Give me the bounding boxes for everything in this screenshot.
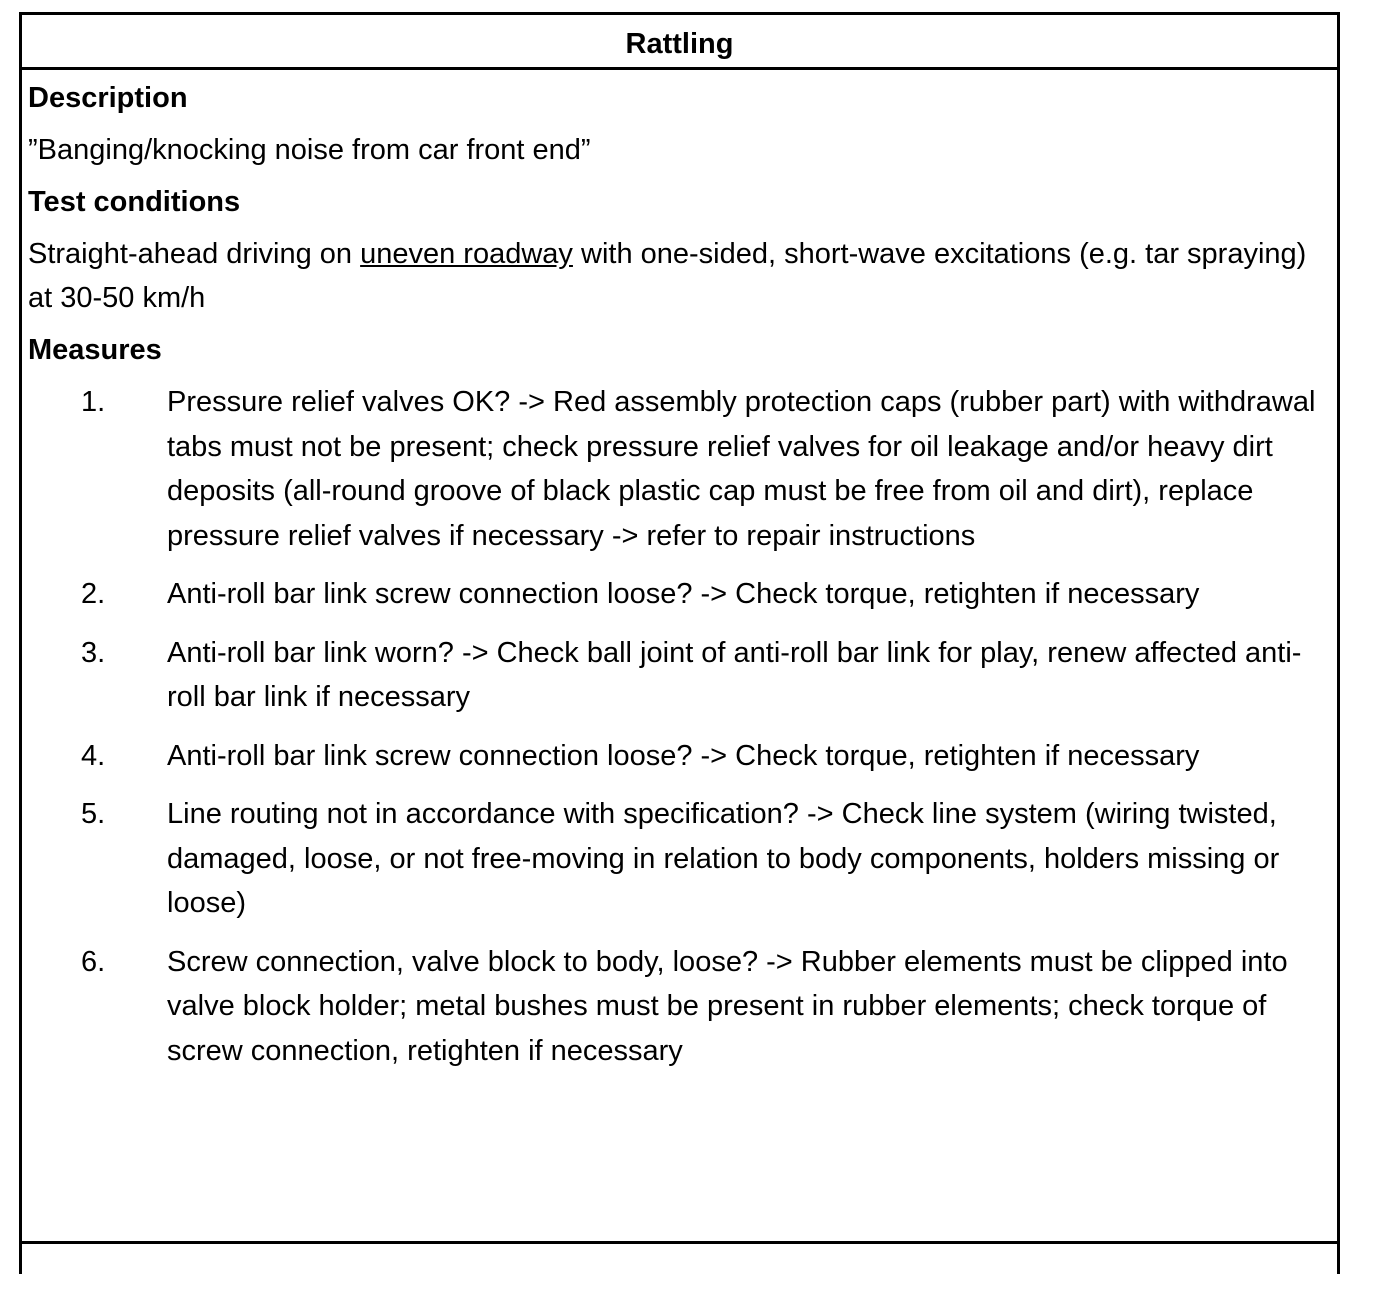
measure-item-2 bbox=[28, 572, 1327, 617]
measure-text: Pressure relief valves OK? -> Red assembly protection caps (rubber part) with withdrawal tabs must not be present; check pressure relief valves for oil leakage and/or heavy dirt deposits (all-round groove of black plastic cap must be free from oil and dirt), replace pressure relief valves if necessary -> refer to repair instructions bbox=[167, 386, 1316, 552]
description-heading: Description bbox=[28, 82, 188, 114]
measures-heading: Measures bbox=[28, 334, 162, 366]
document-table bbox=[19, 12, 1340, 1274]
measure-text: Anti-roll bar link screw connection loose? -> Check torque, retighten if necessary bbox=[167, 578, 1200, 610]
bottom-divider bbox=[19, 1241, 1340, 1244]
measure-text: Anti-roll bar link screw connection loose? -> Check torque, retighten if necessary bbox=[167, 739, 1200, 772]
measure-item-5 bbox=[28, 792, 1327, 926]
test-conditions-text-after: with one-sided, short-wave excitations (e.g. tar spraying) at 30-50 km/h bbox=[28, 238, 1307, 314]
measure-number: 3. bbox=[81, 636, 106, 669]
document-title: Rattling bbox=[22, 15, 1337, 70]
measure-item-1 bbox=[28, 380, 1327, 558]
measure-number: 1. bbox=[81, 386, 106, 418]
measure-text: Screw connection, valve block to body, loose? -> Rubber elements must be clipped into valve block holder; metal bushes must be present in rubber elements; check torque of screw connection, retighten if necessary bbox=[167, 945, 1288, 1067]
measure-number: 2. bbox=[81, 578, 106, 610]
measure-text: Line routing not in accordance with specification? -> Check line system (wiring twisted, damaged, loose, or not free-moving in relation to body components, holders missing or loose) bbox=[167, 798, 1280, 919]
measure-item-6 bbox=[28, 940, 1327, 1074]
test-conditions-heading: Test conditions bbox=[28, 186, 241, 218]
test-conditions-text-before: Straight-ahead driving on bbox=[28, 238, 361, 270]
measures-list bbox=[28, 380, 1327, 1073]
measure-text: Anti-roll bar link worn? -> Check ball joint of anti-roll bar link for play, renew affected anti-roll bar link if necessary bbox=[167, 636, 1302, 713]
measure-number: 6. bbox=[81, 945, 106, 978]
measure-item-3 bbox=[28, 631, 1327, 720]
measure-item-4 bbox=[28, 734, 1327, 779]
measure-number: 5. bbox=[81, 798, 106, 830]
document-content bbox=[22, 76, 1337, 1073]
test-conditions-underlined-term: uneven roadway bbox=[360, 238, 573, 270]
test-conditions-text bbox=[28, 232, 1327, 320]
measure-number: 4. bbox=[81, 739, 106, 772]
description-text: ”Banging/knocking noise from car front end” bbox=[28, 134, 591, 166]
